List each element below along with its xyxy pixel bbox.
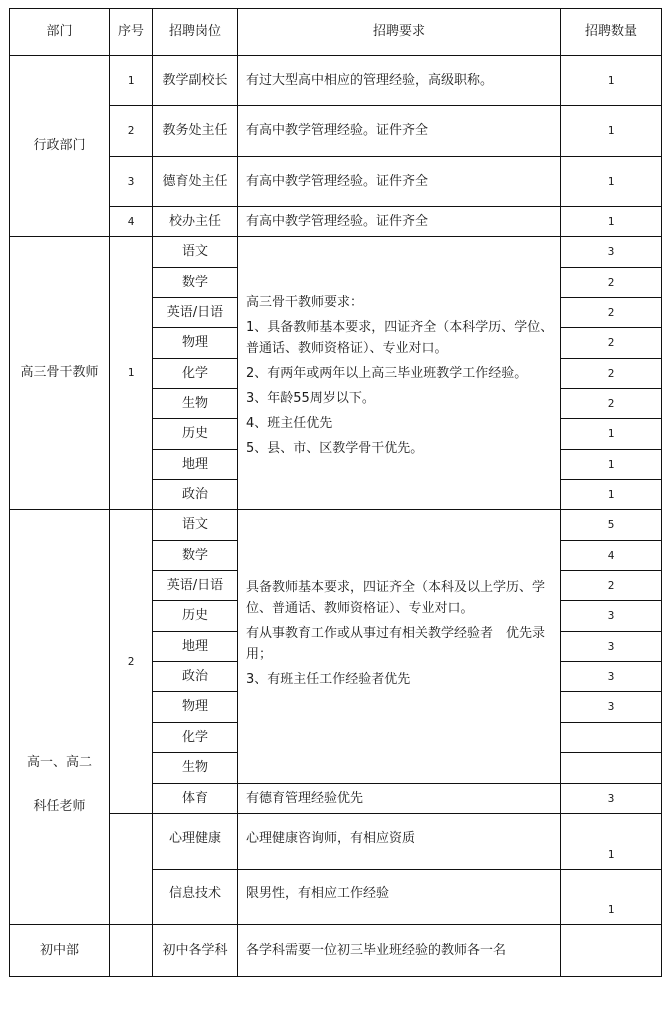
senior12-subject: 英语/日语 [152,570,238,601]
admin-row-position: 校办主任 [152,206,238,237]
dept-senior12-line1: 高一、高二 [26,755,92,771]
admin-row-quantity: 1 [560,55,662,106]
admin-row-requirement: 有过大型高中相应的管理经验，高级职称。 [237,55,561,106]
senior12-subject: 数学 [152,540,238,571]
senior12-extra-quantity: 1 [560,869,662,925]
admin-row-quantity: 1 [560,105,662,157]
senior3-subject: 英语/日语 [152,297,238,328]
senior12-quantity: 4 [560,540,662,571]
junior-quantity [560,924,662,977]
admin-row-quantity: 1 [560,206,662,237]
senior12-subject: 历史 [152,600,238,632]
admin-row-quantity: 1 [560,156,662,207]
dept-senior12-line2: 科任老师 [33,799,86,814]
senior12-quantity: 3 [560,661,662,692]
senior12-quantity: 2 [560,570,662,601]
senior3-quantity: 1 [560,418,662,450]
senior12-extra-index [109,813,153,925]
requirement-line: 1、具备教师基本要求，四证齐全（本科学历、学位、普通话、教师资格证）、专业对口。 [246,319,554,356]
senior12-quantity: 3 [560,691,662,723]
dept-senior3: 高三骨干教师 [9,236,110,510]
junior-requirement: 各学科需要一位初三毕业班经验的教师各一名 [237,924,561,977]
senior3-subject: 政治 [152,479,238,510]
senior12-subject: 政治 [152,661,238,692]
senior12-subject: 物理 [152,691,238,723]
senior12-quantity: 5 [560,509,662,541]
admin-row-position: 德育处主任 [152,156,238,207]
dept-admin: 行政部门 [9,55,110,237]
senior12-extra-position: 心理健康 [152,813,238,870]
requirement-line: 5、县、市、区教学骨干优先。 [246,440,424,456]
admin-row-index: 1 [109,55,153,106]
senior3-quantity: 2 [560,388,662,419]
senior12-extra-requirement: 心理健康咨询师，有相应资质 [237,813,561,870]
senior12-subject: 生物 [152,752,238,784]
senior12-pe-quantity: 3 [560,783,662,814]
header-department: 部门 [9,8,110,56]
senior3-subject: 地理 [152,449,238,480]
senior3-quantity: 3 [560,236,662,268]
admin-row-index: 3 [109,156,153,207]
senior3-subject: 语文 [152,236,238,268]
admin-row-position: 教务处主任 [152,105,238,157]
senior12-quantity: 3 [560,600,662,632]
requirement-line: 高三骨干教师要求： [246,294,364,310]
requirement-line: 4、班主任优先 [246,415,333,431]
senior3-quantity: 1 [560,479,662,510]
requirement-line: 有从事教育工作或从事过有相关教学经验者 优先录用； [246,626,546,662]
senior12-pe-requirement: 有德育管理经验优先 [237,783,561,814]
header-index: 序号 [109,8,153,56]
senior3-quantity: 2 [560,297,662,328]
senior3-quantity: 1 [560,449,662,480]
senior3-subject: 生物 [152,388,238,419]
senior12-subject: 地理 [152,631,238,662]
admin-row-requirement: 有高中教学管理经验。证件齐全 [237,105,561,157]
senior12-subject: 语文 [152,509,238,541]
junior-index [109,924,153,977]
senior3-quantity: 2 [560,267,662,298]
junior-position: 初中各学科 [152,924,238,977]
dept-senior12 [9,509,110,925]
senior12-extra-requirement: 限男性，有相应工作经验 [237,869,561,925]
senior3-subject: 物理 [152,327,238,359]
senior3-subject: 数学 [152,267,238,298]
senior3-subject: 化学 [152,358,238,389]
senior12-index: 2 [109,509,153,814]
admin-row-requirement: 有高中教学管理经验。证件齐全 [237,206,561,237]
senior12-extra-quantity: 1 [560,813,662,870]
requirement-line: 3、年龄55周岁以下。 [246,390,375,406]
admin-row-position: 教学副校长 [152,55,238,106]
header-quantity: 招聘数量 [560,8,662,56]
senior12-requirements [237,509,561,784]
requirement-line: 具备教师基本要求，四证齐全（本科及以上学历、学位、普通话、教师资格证）、专业对口。 [246,580,546,616]
senior3-index: 1 [109,236,153,510]
admin-row-index: 2 [109,105,153,157]
admin-row-requirement: 有高中教学管理经验。证件齐全 [237,156,561,207]
senior12-subject: 化学 [152,722,238,753]
admin-row-index: 4 [109,206,153,237]
senior3-quantity: 2 [560,358,662,389]
senior12-quantity [560,752,662,784]
senior3-quantity: 2 [560,327,662,359]
header-position: 招聘岗位 [152,8,238,56]
senior12-quantity: 3 [560,631,662,662]
senior12-pe-position: 体育 [152,783,238,814]
senior12-quantity [560,722,662,753]
requirement-line: 2、有两年或两年以上高三毕业班教学工作经验。 [246,365,528,381]
header-requirement: 招聘要求 [237,8,561,56]
senior12-extra-position: 信息技术 [152,869,238,925]
dept-junior: 初中部 [9,924,110,977]
requirement-line: 3、有班主任工作经验者优先 [246,672,411,687]
senior3-requirements [237,236,561,510]
senior3-subject: 历史 [152,418,238,450]
